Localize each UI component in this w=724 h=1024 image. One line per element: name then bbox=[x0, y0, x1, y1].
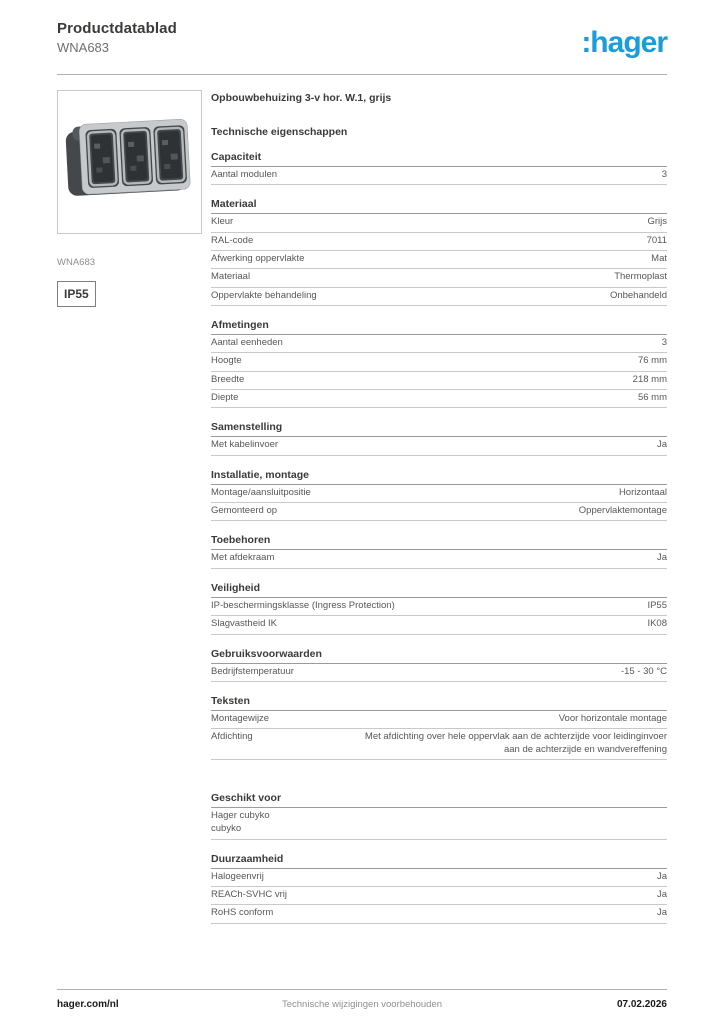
spec-label: Halogeenvrij bbox=[211, 870, 264, 882]
spec-line: Hager cubyko bbox=[211, 809, 270, 821]
spec-row bbox=[211, 616, 667, 634]
spec-row bbox=[211, 390, 667, 408]
spec-section bbox=[211, 198, 667, 306]
spec-row bbox=[211, 503, 667, 521]
section-title: Samenstelling bbox=[211, 421, 667, 437]
spec-section bbox=[211, 421, 667, 455]
spec-value: Met afdichting over hele oppervlak aan de achterzijde voor leidinginvoer aan de achterzijde en wandvereffening bbox=[364, 731, 667, 755]
section-title: Afmetingen bbox=[211, 319, 667, 335]
spec-row bbox=[211, 711, 667, 729]
spec-label: Met afdekraam bbox=[211, 552, 275, 564]
page-header bbox=[57, 20, 667, 58]
spec-value: Ja bbox=[656, 439, 667, 451]
spec-section bbox=[211, 469, 667, 522]
spec-section bbox=[211, 151, 667, 185]
spec-row bbox=[211, 869, 667, 887]
footer-disclaimer: Technische wijzigingen voorbehouden bbox=[281, 999, 443, 1010]
spec-row bbox=[211, 335, 667, 353]
header-titles bbox=[57, 20, 177, 55]
spec-label: IP-beschermingsklasse (Ingress Protection) bbox=[211, 599, 395, 611]
product-image-caption: WNA683 bbox=[57, 257, 96, 268]
spec-row bbox=[211, 233, 667, 251]
spec-row bbox=[211, 550, 667, 568]
spec-label: Met kabelinvoer bbox=[211, 439, 279, 451]
product-image-column bbox=[57, 90, 203, 924]
spec-value: Onbehandeld bbox=[609, 289, 667, 301]
spec-value: IK08 bbox=[647, 618, 667, 630]
product-image-frame bbox=[57, 90, 202, 234]
spec-label: Kleur bbox=[211, 216, 234, 228]
spec-label: Slagvastheid IK bbox=[211, 618, 278, 630]
section-title: Installatie, montage bbox=[211, 469, 667, 485]
spec-label: Gemonteerd op bbox=[211, 505, 278, 517]
spec-value: Ja bbox=[656, 888, 667, 900]
spec-value: Ja bbox=[656, 552, 667, 564]
section-title: Capaciteit bbox=[211, 151, 667, 167]
spec-lines bbox=[211, 808, 667, 840]
spec-value: 76 mm bbox=[637, 355, 667, 367]
section-title: Toebehoren bbox=[211, 534, 667, 550]
spec-value: Ja bbox=[656, 907, 667, 919]
spec-label: Afdichting bbox=[211, 731, 253, 743]
spec-label: Aantal modulen bbox=[211, 169, 278, 180]
spec-line: cubyko bbox=[211, 822, 242, 834]
spec-value: 56 mm bbox=[637, 392, 667, 404]
spec-section bbox=[211, 534, 667, 568]
spec-label: RAL-code bbox=[211, 234, 254, 246]
spec-row bbox=[211, 437, 667, 455]
spec-label: REACh-SVHC vrij bbox=[211, 888, 288, 900]
spec-label: RoHS conform bbox=[211, 907, 274, 919]
spec-row bbox=[211, 288, 667, 306]
spec-row bbox=[211, 167, 667, 185]
spec-section bbox=[211, 695, 667, 760]
spec-value: Grijs bbox=[647, 216, 667, 228]
section-title: Teksten bbox=[211, 695, 667, 711]
spec-value: Voor horizontale montage bbox=[558, 712, 667, 724]
spec-label: Oppervlakte behandeling bbox=[211, 289, 317, 301]
spec-row bbox=[211, 729, 667, 760]
spec-row bbox=[211, 353, 667, 371]
spec-row bbox=[211, 251, 667, 269]
tech-properties-heading: Technische eigenschappen bbox=[211, 126, 348, 138]
ip-rating-badge: IP55 bbox=[57, 281, 96, 307]
spec-row bbox=[211, 598, 667, 616]
section-title: Gebruiksvoorwaarden bbox=[211, 648, 667, 664]
spec-row bbox=[211, 887, 667, 905]
spec-row bbox=[211, 372, 667, 390]
spec-row bbox=[211, 664, 667, 682]
spec-value: Horizontaal bbox=[618, 486, 667, 498]
spec-label: Bedrijfstemperatuur bbox=[211, 665, 294, 677]
spec-sections bbox=[211, 151, 667, 924]
spec-row bbox=[211, 485, 667, 503]
section-title: Veiligheid bbox=[211, 582, 667, 598]
spec-label: Diepte bbox=[211, 392, 239, 404]
spec-value: Oppervlaktemontage bbox=[578, 505, 667, 517]
spec-value: Mat bbox=[651, 253, 667, 265]
spec-label: Afwerking oppervlakte bbox=[211, 253, 305, 265]
header-divider bbox=[57, 74, 667, 75]
footer-website: hager.com/nl bbox=[57, 999, 119, 1010]
spec-row bbox=[211, 214, 667, 232]
spec-section bbox=[211, 582, 667, 635]
footer-date: 07.02.2026 bbox=[616, 999, 667, 1010]
product-image bbox=[64, 108, 195, 216]
section-title: Materiaal bbox=[211, 198, 667, 214]
spec-value: 3 bbox=[661, 169, 667, 180]
doc-type-title: Productdatablad bbox=[57, 20, 177, 37]
spec-section bbox=[211, 792, 667, 840]
content-area bbox=[57, 90, 667, 924]
section-title: Geschikt voor bbox=[211, 792, 667, 808]
spec-label: Hoogte bbox=[211, 355, 242, 367]
spec-label: Aantal eenheden bbox=[211, 337, 283, 349]
spec-row bbox=[211, 269, 667, 287]
section-title: Duurzaamheid bbox=[211, 853, 667, 869]
page-footer bbox=[57, 989, 667, 1010]
spec-value: Ja bbox=[656, 870, 667, 882]
spec-label: Montage/aansluitpositie bbox=[211, 486, 311, 498]
spec-value: Thermoplast bbox=[614, 271, 667, 283]
spec-value: -15 - 30 °C bbox=[620, 665, 667, 677]
spec-label: Materiaal bbox=[211, 271, 251, 283]
spec-row bbox=[211, 905, 667, 923]
spec-value: 218 mm bbox=[632, 373, 667, 385]
spec-section bbox=[211, 319, 667, 408]
spec-label: Breedte bbox=[211, 373, 245, 385]
spec-section bbox=[211, 648, 667, 682]
spec-label: Montagewijze bbox=[211, 712, 270, 724]
spec-column bbox=[211, 90, 667, 924]
spec-value: IP55 bbox=[647, 599, 667, 611]
product-title: Opbouwbehuizing 3-v hor. W.1, grijs bbox=[211, 92, 392, 104]
spec-section bbox=[211, 853, 667, 924]
spec-value: 3 bbox=[661, 337, 667, 349]
product-code: WNA683 bbox=[57, 40, 110, 55]
hager-logo: :hager bbox=[581, 26, 667, 59]
spec-value: 7011 bbox=[646, 234, 667, 246]
